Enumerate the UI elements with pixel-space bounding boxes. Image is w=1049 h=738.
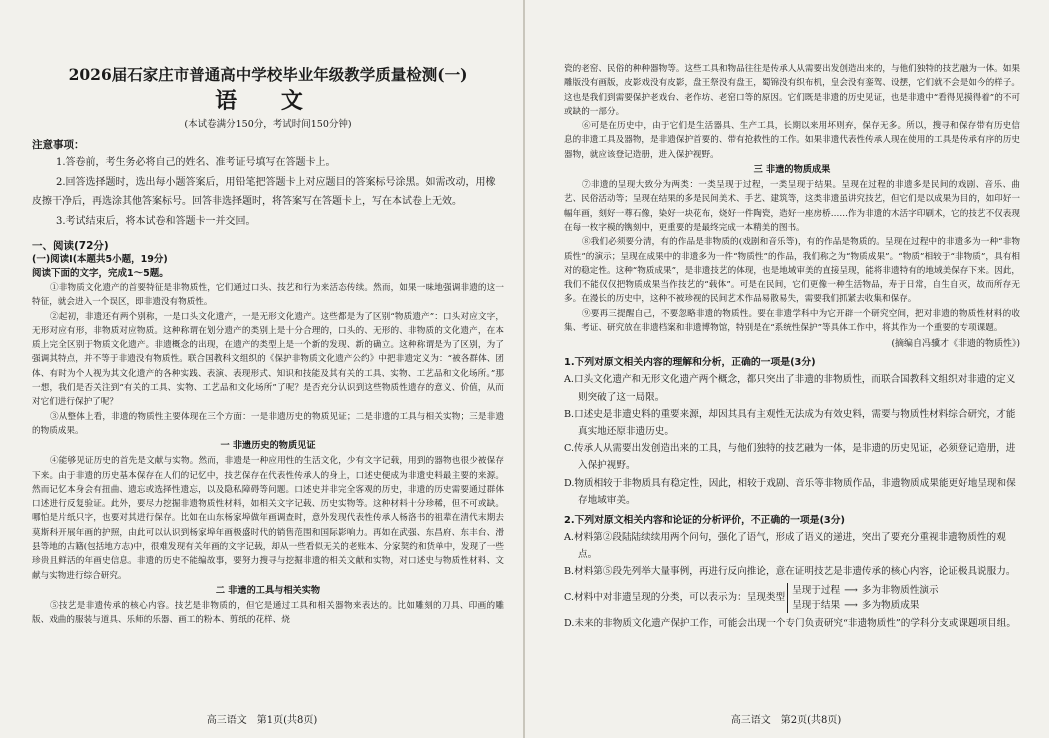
notice-item: 3.考试结束后，将本试卷和答题卡一并交回。	[56, 215, 256, 227]
subject-title: 语 文	[215, 88, 321, 114]
paragraph: ⑨要再三提醒自己，不要忽略非遗的物质性。要在非遗学科中为它开辟一个研究空间，把对非遗的物质性材料的收集、考证、研究放在非遗档案和非遗博物馆，特别是在“系统性保护”等具体工作中，将其作为一个重要的专项课题。	[564, 308, 1020, 334]
page-1	[0, 0, 524, 738]
paragraph: ⑤技艺是非遗传承的核心内容。技艺是非物质的，但它是通过工具和相关器物来表达的。比如雕刻的刀具、印画的雕版、戏曲的服装与道具、乐师的乐器、画工的粉本、剪纸的花样、烧	[32, 600, 504, 626]
classification-bracket	[787, 583, 938, 613]
branch-result: 多为物质成果	[861, 599, 920, 611]
section-heading: 二 非遗的工具与相关实物	[215, 584, 321, 596]
reading-instruction: 阅读下面的文字，完成1～5题。	[32, 268, 169, 279]
question-title: 2.下列对原文相关内容和论证的分析评价，不正确的一项是(3分)	[564, 514, 846, 526]
question-option-diagram	[564, 583, 1020, 613]
question-option: B.材料第⑤段先列举大量事例，再进行反向推论，意在证明技艺是非遗传承的核心内容，论证极具说服力。	[564, 566, 1016, 578]
subsection-title: (一)阅读Ⅰ(本题共5小题，19分)	[32, 254, 168, 265]
paragraph: ④能够见证历史的首先是文献与实物。然而，非遗是一种应用性的生活文化，少有文字记载，用到的器物也很少被保存下来。由于非遗的历史基本保存在人们的记忆中，技艺保存在代表性传承人的身上，口述史便成为非遗史料最主要的来源。然而记忆本身会有扭曲、遗忘或选择性遗忘，以及隐私障碍等问题。口述史并非完全客观的历史，非遗的历史需要通过群体口述进行反复验证。此外，要尽力挖掘非遗物质性材料，如相关文字记载、历史实物等。这种材料十分珍稀，但不可或缺。哪怕是片纸只字，也要对其进行保存。比如在山东杨家埠做年画调查时，意外发现代表性传承人杨洛书的祖辈在清代末期去莫斯科开展年画的护照，由此可以认识到杨家埠年画极盛时代的销售范围和国际影响力。再如在武强、东昌府、东丰台、滑县等地的古籍(包括地方志)中，很难发现有关年画的文字记载，却从一些看似无关的老账本、分家契约和货单中，发现了一些珍贵且鲜活的年画史信息。非遗的历史不能编故事，要努力搜寻与挖掘非遗的相关文献和实物，对口述史与物质性材料、文献与实物进行综合研究。	[32, 456, 504, 581]
notice-item: 2.回答选择题时，选出每小题答案后，用铅笔把答题卡上对应题目的答案标号涂黑。如需改动，用橡皮擦干净后，再选涂其他答案标号。回答非选择题时，将答案写在答题卡上，写在本试卷上无效。	[32, 176, 496, 207]
page-footer: 高三语文 第2页(共8页)	[730, 715, 842, 726]
question-option: A.口头文化遗产和无形文化遗产两个概念，都只突出了非遗的非物质性，而联合国教科文组织对非遗的定义则突破了这一局限。	[564, 374, 1016, 403]
question-option: A.材料第②段陆陆续续用两个问句，强化了语气，形成了语义的递进，突出了要充分重视非遗物质性的观点。	[564, 531, 1006, 561]
source-citation: (摘编自冯骥才《非遗的物质性》)	[891, 339, 1020, 350]
question-title: 1.下列对原文相关内容的理解和分析，正确的一项是(3分)	[564, 357, 816, 369]
paragraph: ②起初，非遗还有两个别称，一是口头文化遗产，一是无形文化遗产。这些都是为了区别“物质遗产”：口头对应文字，无形对应有形，非物质对应物质。这种称谓在划分遗产的类别上是十分合理的，口头的、无形的、非物质的文化遗产，在本质上完全区别于物质文化遗产。非遗概念的出现，在遗产的类型上是一个新的发现、新的确立。这种称谓是为了区别，为了强调其特点，并不等于非遗没有物质性。联合国教科文组织的《保护非物质文化遗产公约》中把非遗定义为：“被各群体、团体、有时为个人视为其文化遗产的各种实践、表演、表现形式、知识和技能及其有关的工具、实物、工艺品和文化场所。”那一想，我们是否关注到“有关的工具、实物、工艺品和文化场所”了呢？是否充分认识到这些物质性遗存的意义、价值，从而对它们进行保护了呢？	[32, 311, 504, 408]
branch-label: 呈现于过程	[792, 584, 841, 596]
section-heading: 一 非遗历史的物质见证	[220, 440, 316, 452]
page-footer: 高三语文 第1页(共8页)	[206, 715, 318, 726]
paragraph: ⑦非遗的呈现大致分为两类：一类呈现于过程，一类呈现于结果。呈现在过程的非遗多是民间的戏剧、音乐、曲艺、民俗活动等；呈现在结果的多是民间美术、手艺、建筑等，这类非遗虽讲究技艺，但它们是以成果为目的，如印好一幅年画，刻好一尊石像，染好一块花布，烧好一件陶瓷，造好一座房桥……作为非遗的木活字印刷术，它的技艺不仅表现在每一枚字模的镌刻中，更重要的是最终完成一本精美的图书。	[564, 180, 1020, 233]
question-option: B.口述史是非遗史料的重要来源，却因其具有主观性无法成为有效史料，需要与物质性材料综合研究，才能真实地还原非遗历史。	[564, 408, 1016, 437]
paragraph: 瓷的老窑、民俗的种种器物等。这些工具和物品往往是传承人从需要出发创造出来的，与他们独特的技艺融为一体。如果雕版没有画版，皮影戏没有皮影，盘王祭没有盘王，蜀锦没有织布机，皇会没有銮驾、设摆，它们就不会是如今的样子。这也是我们到需要保护老戏台、老作坊、老窑口等的原因。它们既是非遗的历史见证，也是非遗中“看得见摸得着”的不可或缺的一部分。	[564, 64, 1020, 117]
arrow-right-icon: ⟶	[844, 599, 858, 611]
section-heading: 三 非遗的物质成果	[753, 164, 831, 176]
page-2	[524, 0, 1048, 738]
notice-item: 1.答卷前，考生务必将自己的姓名、准考证号填写在答题卡上。	[56, 157, 336, 168]
branch-result: 多为非物质性演示	[861, 584, 939, 596]
question-option: C.传承人从需要出发创造出来的工具，与他们独特的技艺融为一体，是非遗的历史见证，必须登记造册，进入保护视野。	[564, 443, 1016, 472]
section-title: 一、阅读(72分)	[32, 240, 109, 252]
question-option: D.未来的非物质文化遗产保护工作，可能会出现一个专门负责研究“非遗物质性”的学科分支或课题项目组。	[564, 617, 1016, 629]
exam-title: 2026届石家庄市普通高中学校毕业年级教学质量检测(一)	[68, 65, 468, 84]
paragraph: ①非物质文化遗产的首要特征是非物质性，它们通过口头、技艺和行为来活态传续。然而，如果一味地强调非遗的这一特征，就会进入一个误区，即非遗没有物质性。	[32, 283, 504, 308]
arrow-right-icon: ⟶	[844, 584, 858, 596]
score-note: (本试卷满分150分，考试时间150分钟)	[184, 119, 352, 130]
branch-process	[792, 583, 938, 598]
option-c-prefix: C.材料中对非遗呈现的分类，可以表示为：呈现类型	[564, 592, 786, 604]
paragraph: ⑧我们必须要分清，有的作品是非物质的(戏剧和音乐等)，有的作品是物质的。呈现在过程中的非遗多为一种“非物质性”的演示；呈现在成果中的非遗多为一件“物质性”的作品，我们称之为“物质成果”。“物质”相较于“非物质”，具有相对的稳定性。这种“物质成果”，是非遗技艺的体现，也是地域审美的直接呈现，能将非遗特有的地域美保存下来。因此，我们不能仅仅把物质成果当作技艺的“载体”。可是在民间，它们更像一种生活物品，寿于日常，自生自灭，故而所存无多。在漫长的历史中，这种不被珍视的民间艺术作品易散易失，需要我们抓紧去收集和保存。	[564, 237, 1020, 305]
paragraph: ⑥可是在历史中，由于它们是生活器具、生产工具，长期以来用坏则弃，保存无多。所以，搜寻和保存带有历史信息的非遗工具及器物，是非遗保护首要的、带有抢救性的工作。如果非遗代表性传承人现在使用的工具是传承有序的历史器物，就应该登记造册，进入保护视野。	[564, 121, 1020, 160]
branch-result-row	[792, 598, 938, 613]
paragraph: ③从整体上看，非遗的物质性主要体现在三个方面：一是非遗历史的物质见证；二是非遗的工具与相关实物；三是非遗的物质成果。	[32, 411, 504, 436]
notice-title: 注意事项：	[32, 139, 85, 151]
question-option: D.物质相较于非物质具有稳定性，因此，相较于戏剧、音乐等非物质作品，非遗物质成果能更好地呈现和保存地域审美。	[564, 477, 1016, 506]
branch-label: 呈现于结果	[792, 599, 841, 611]
